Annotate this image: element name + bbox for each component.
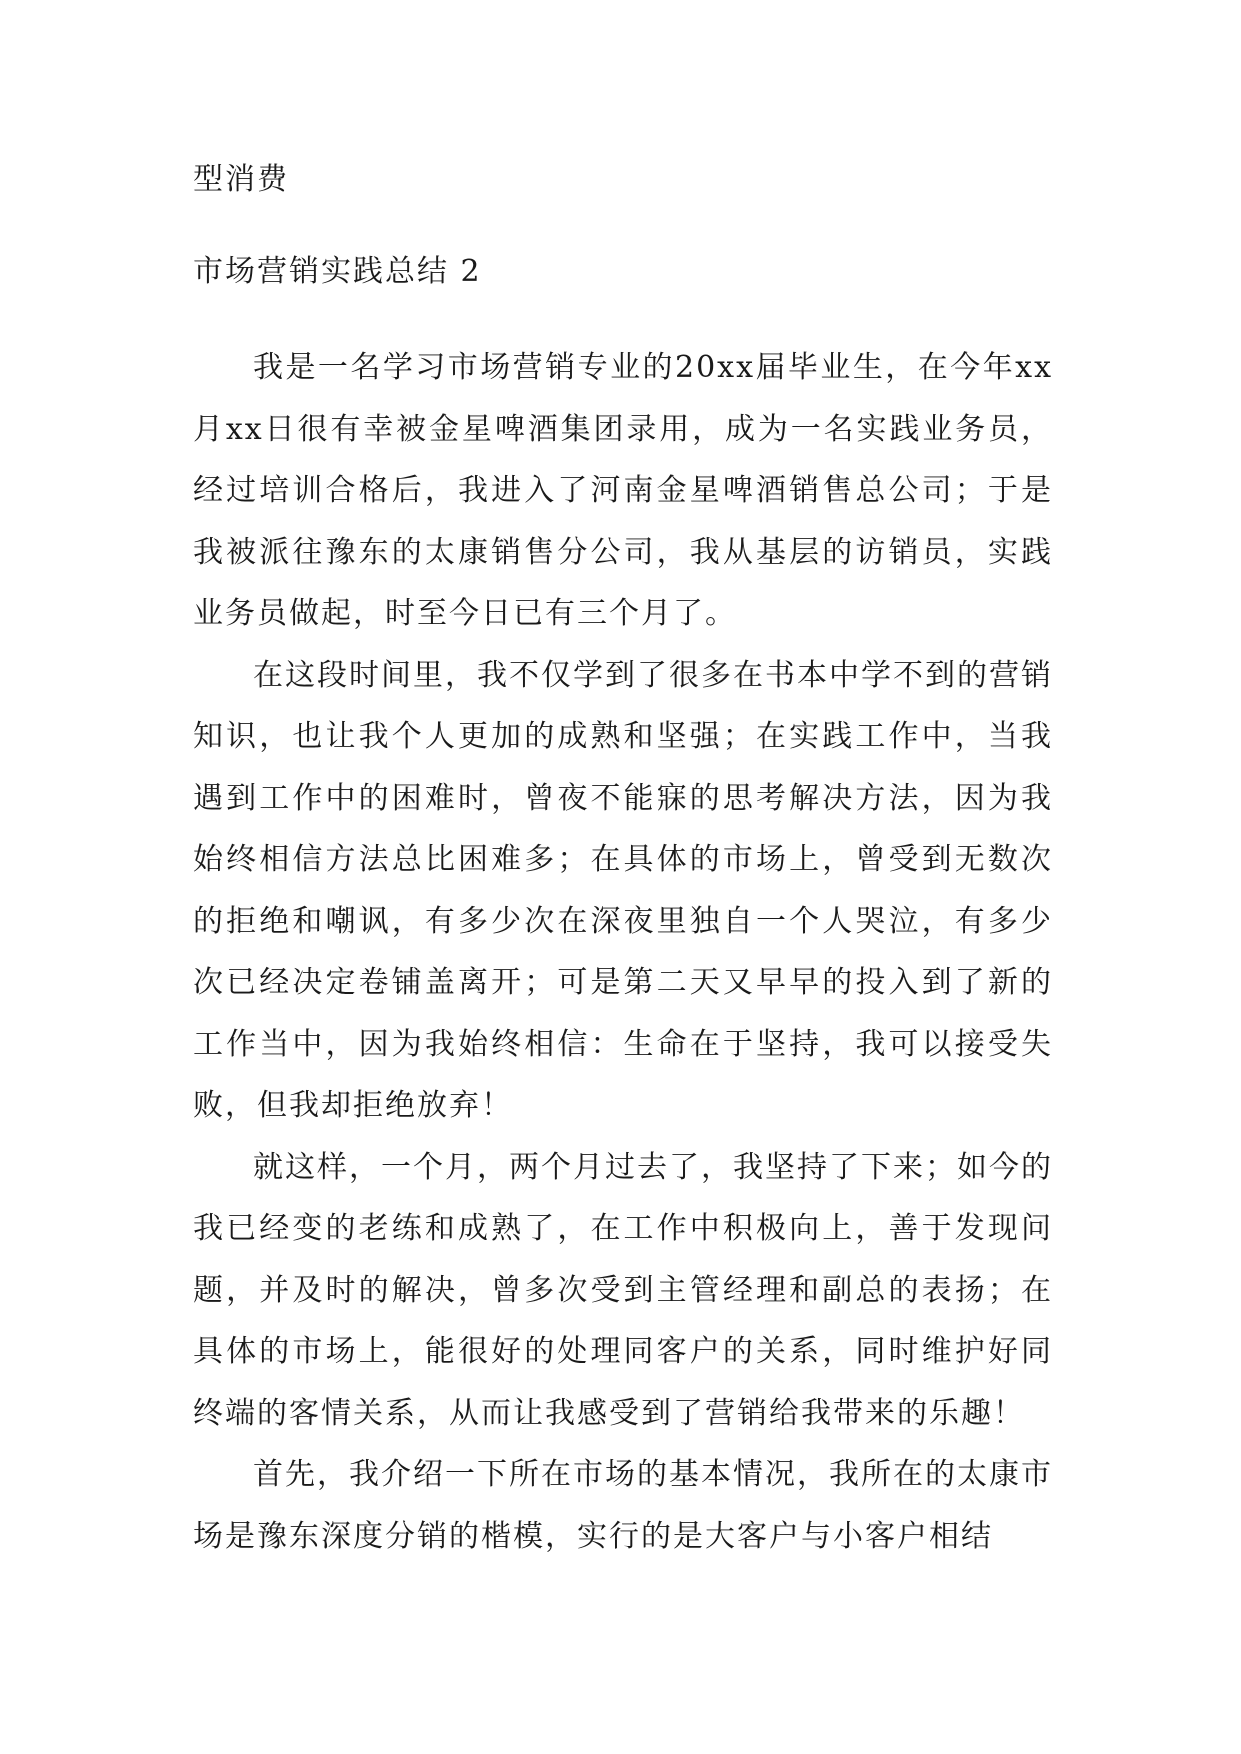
paragraph: 我是一名学习市场营销专业的20xx届毕业生，在今年xx月xx日很有幸被金星啤酒集团录用，成为一名实践业务员，经过培训合格后，我进入了河南金星啤酒销售总公司；于是我被派往豫东的太康销售分公司，我从基层的访销员，实践业务员做起，时至今日已有三个月了。 bbox=[193, 350, 1053, 631]
paragraph: 首先，我介绍一下所在市场的基本情况，我所在的太康市场是豫东深度分销的楷模，实行的是大客户与小客户相结 bbox=[193, 1457, 1053, 1554]
paragraph: 在这段时间里，我不仅学到了很多在书本中学不到的营销知识，也让我个人更加的成熟和坚强；在实践工作中，当我遇到工作中的困难时，曾夜不能寐的思考解决方法，因为我始终相信方法总比困难多；在具体的市场上，曾受到无数次的拒绝和嘲讽，有多少次在深夜里独自一个人哭泣，有多少次已经决定卷铺盖离开；可是第二天又早早的投入到了新的工作当中，因为我始终相信：生命在于坚持，我可以接受失败，但我却拒绝放弃！ bbox=[193, 657, 1053, 1123]
continued-text-fragment: 型消费 bbox=[193, 162, 289, 197]
section-heading: 市场营销实践总结 2 bbox=[193, 254, 482, 289]
paragraph: 就这样，一个月，两个月过去了，我坚持了下来；如今的我已经变的老练和成熟了，在工作中积极向上，善于发现问题，并及时的解决，曾多次受到主管经理和副总的表扬；在具体的市场上，能很好的处理同客户的关系，同时维护好同终端的客情关系，从而让我感受到了营销给我带来的乐趣！ bbox=[193, 1149, 1053, 1431]
body-text bbox=[193, 337, 1053, 1567]
